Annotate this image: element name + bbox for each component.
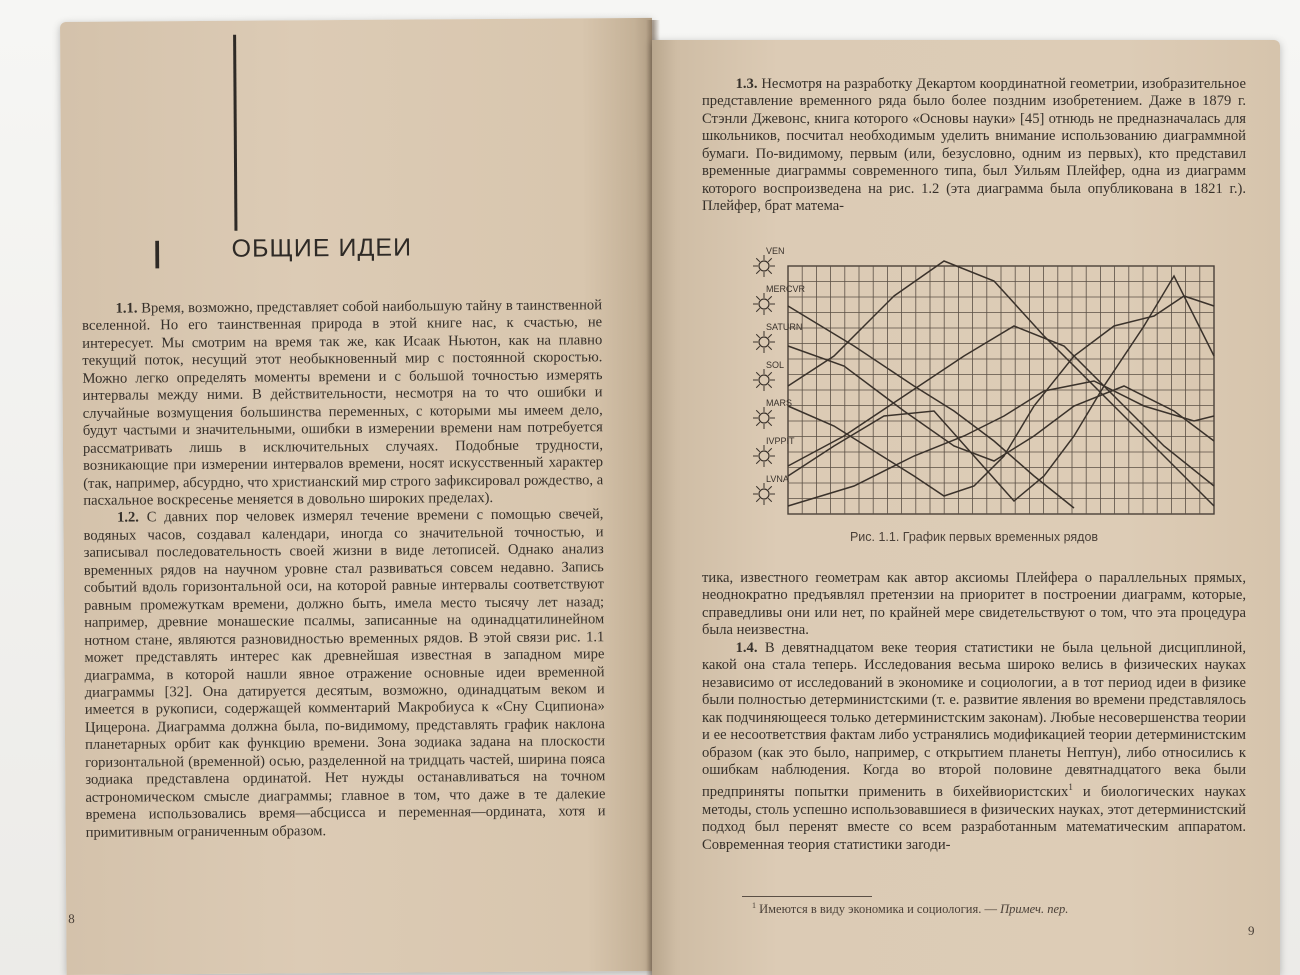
planet-star-ray — [756, 258, 760, 262]
planet-star-icon — [759, 489, 769, 499]
right-body-text-bottom — [702, 570, 1246, 854]
chapter-rule — [233, 35, 237, 231]
planet-star-ray — [768, 460, 772, 464]
page-number-left: 8 — [68, 910, 75, 926]
planet-label: LVNA — [766, 474, 789, 484]
paragraph-continuation — [702, 570, 1246, 640]
planetary-diagram — [744, 236, 1224, 518]
planet-star-ray — [756, 270, 760, 274]
planet-star-icon — [759, 375, 769, 385]
footnote — [752, 901, 1068, 917]
diagram-grid — [788, 266, 1214, 514]
planetary-diagram-svg — [744, 236, 1224, 518]
paragraph-1-2 — [83, 507, 605, 842]
planet-star-ray — [768, 410, 772, 414]
paragraph-text: тика, известного геометрам как автор аксиомы Плейфера о параллельных прямых, неоднократно предъявлял претензии на приоритет в построении диаграмм, которые, справедливы они или нет, по крайней мере свидетельствуют о том, что эта процедура была неизвестна. — [702, 570, 1246, 639]
planet-star-ray — [756, 372, 760, 376]
planet-star-ray — [768, 258, 772, 262]
planet-star-icon — [759, 451, 769, 461]
planet-labels — [753, 246, 806, 505]
footnote-number: 1 — [752, 901, 756, 910]
page-number-right: 9 — [1248, 923, 1255, 938]
planet-star-ray — [768, 448, 772, 452]
section-label: 1.1. — [115, 300, 138, 317]
paragraph-1-3 — [702, 76, 1246, 216]
right-page — [652, 40, 1280, 975]
planet-star-ray — [768, 486, 772, 490]
planet-label: MARS — [766, 398, 793, 408]
planet-star-ray — [756, 308, 760, 312]
planet-label: MERCVR — [766, 284, 806, 294]
figure-caption: Рис. 1.1. График первых временных рядов — [849, 530, 1099, 544]
footnote-mark: 1 — [1068, 782, 1073, 793]
planet-label: SOL — [766, 360, 785, 370]
planet-star-ray — [768, 270, 772, 274]
planet-star-ray — [756, 498, 760, 502]
planet-star-ray — [756, 334, 760, 338]
planet-star-ray — [768, 498, 772, 502]
planet-star-ray — [768, 308, 772, 312]
paragraph-1-4 — [702, 640, 1246, 854]
planet-star-ray — [756, 486, 760, 490]
paragraph-1-1 — [82, 297, 603, 510]
planet-star-ray — [768, 296, 772, 300]
planet-star-icon — [759, 299, 769, 309]
paragraph-text: В девятнадцатом веке теория статистики не была цельной дисциплиной, какой она стала теперь. Исследования весьма широко велись в физических науках независимо от исследований в экономике и социологии, а в тот период идеи в физике были полностью детерминистскими (т. е. развитие явления во времени представлялось как подчиняющееся только детерминистским законам). Любые несовершенства теории и ее несоответствия фактам либо устранялись модификацией теории детерминистским образом (как это было, например, с открытием планеты Нептун), либо относились к ошибкам наблюдения. Когда во второй половине девятнадцатого века были предприняты попытки применить в бихейвиористских — [702, 639, 1246, 801]
chapter-title: ОБЩИЕ ИДЕИ — [231, 233, 413, 263]
planet-star-ray — [756, 296, 760, 300]
planet-star-ray — [768, 372, 772, 376]
planet-star-icon — [759, 413, 769, 423]
planet-label: IVPPIT — [766, 436, 795, 446]
paragraph-text: С давних пор человек измерял течение времени с помощью свечей, водяных часов, создавал календари, иногда со значительной точностью, и записывал последовательность своей жизни в виде летописей. Однако анализ временных рядов на научном уровне стал развиваться совсем недавно. Запись событий вдоль горизонтальной оси, на которой равные интервалы соответствуют равным промежуткам времени, должно быть, имела место тысячу лет назад; например, древние монашеские псалмы, записанные на одинадцатилинейном нотном стане, являются разновидностью временных рядов. В этой связи рис. 1.1 может представлять интерес как древнейшая известная в западном мире диаграмма, в которой нашли явное отражение основные идеи временной диаграммы [32]. Она датируется десятым, возможно, одинадцатым веком и имеется в рукописи, содержащей комментарий Макробиуса к «Сну Сципиона» Цицерона. Диаграмма должна была, по-видимому, представлять график наклона планетарных орбит как функцию времени. Зона зодиака задана на плоскости горизонтальной (временной) осью, разделенной на тридцать частей, ширина пояса зодиака представлена ординатой. Нет нужды останавливаться на точном астрономическом смысле диаграммы; главное в том, что даже в те далекие времена использовались время—абсцисса и переменная—ордината, хотя и примитивным ограниченным образом. — [83, 506, 606, 841]
section-label: 1.3. — [735, 76, 758, 92]
planet-star-ray — [756, 448, 760, 452]
planet-star-ray — [756, 346, 760, 350]
planet-label: SATURN — [766, 322, 803, 332]
planet-label: VEN — [766, 246, 785, 256]
right-body-text-top — [702, 76, 1246, 216]
paragraph-text: и биологических науках методы, столь успешно использовавшиеся в физических науках, этот детерминистский подход был перенят вместе со всем разработанным математическим аппаратом. Современная теория статистики заroди- — [702, 784, 1246, 853]
section-label: 1.2. — [116, 509, 139, 527]
planet-star-ray — [756, 410, 760, 414]
planet-star-icon — [759, 261, 769, 271]
section-label: 1.4. — [735, 639, 758, 656]
planet-star-ray — [768, 334, 772, 338]
footnote-text: Имеются в виду экономика и социология. — — [759, 902, 997, 917]
planet-star-ray — [756, 384, 760, 388]
planet-star-ray — [768, 384, 772, 388]
paragraph-text: Несмотря на разработку Декартом координатной геометрии, изобразительное представление временного ряда было более поздним изобретением. Даже в 1879 г. Стэнли Джевонс, книга которого «Основы науки» [45] отнюдь не предназначалась для школьников, посчитал необходимым уделить внимание использованию диаграммной бумаги. По-видимому, первым (или, безусловно, одним из первых), кто представил временные диаграммы современного типа, был Уильям Плейфер, одна из диаграмм которого воспроизведена на рис. 1.2 (эта диаграмма была опубликована в 1821 г.). Плейфер, брат матема- — [702, 76, 1246, 215]
footnote-note: Примеч. пер. — [1000, 902, 1069, 917]
planet-star-ray — [756, 422, 760, 426]
planet-star-ray — [768, 422, 772, 426]
chapter-number: I — [151, 233, 163, 278]
planet-star-ray — [756, 460, 760, 464]
left-page — [60, 18, 659, 975]
paragraph-text: Время, возможно, представляет собой наибольшую тайну в таинственной вселенной. Но его таинственная природа в этой книге нас, к счастью, не интересует. Мы смотрим на время так же, как Исаак Ньютон, как на плавно текущий поток, несущий этот необыкновенный мир с постоянной скоростью. Можно легко определять моменты времени и с большой точностью измерять интервалы между ними. В действительности, несмотря на то что ошибки и случайные возмущения большинства переменных, с которыми мы имеем дело, будут частыми и значительными, ошибки в измерении времени нам потребуется рассматривать лишь в исключительных случаях. Подобные трудности, возникающие при измерении интервалов времени, носят искусственный характер (так, например, абсурдно, что христианский мир строго зафиксировал рождество, а пасхальное воскресенье меняется в довольно широких пределах). — [82, 297, 604, 509]
left-body-text — [82, 297, 606, 842]
footnote-rule — [742, 896, 872, 897]
planet-star-ray — [768, 346, 772, 350]
planet-star-icon — [759, 337, 769, 347]
